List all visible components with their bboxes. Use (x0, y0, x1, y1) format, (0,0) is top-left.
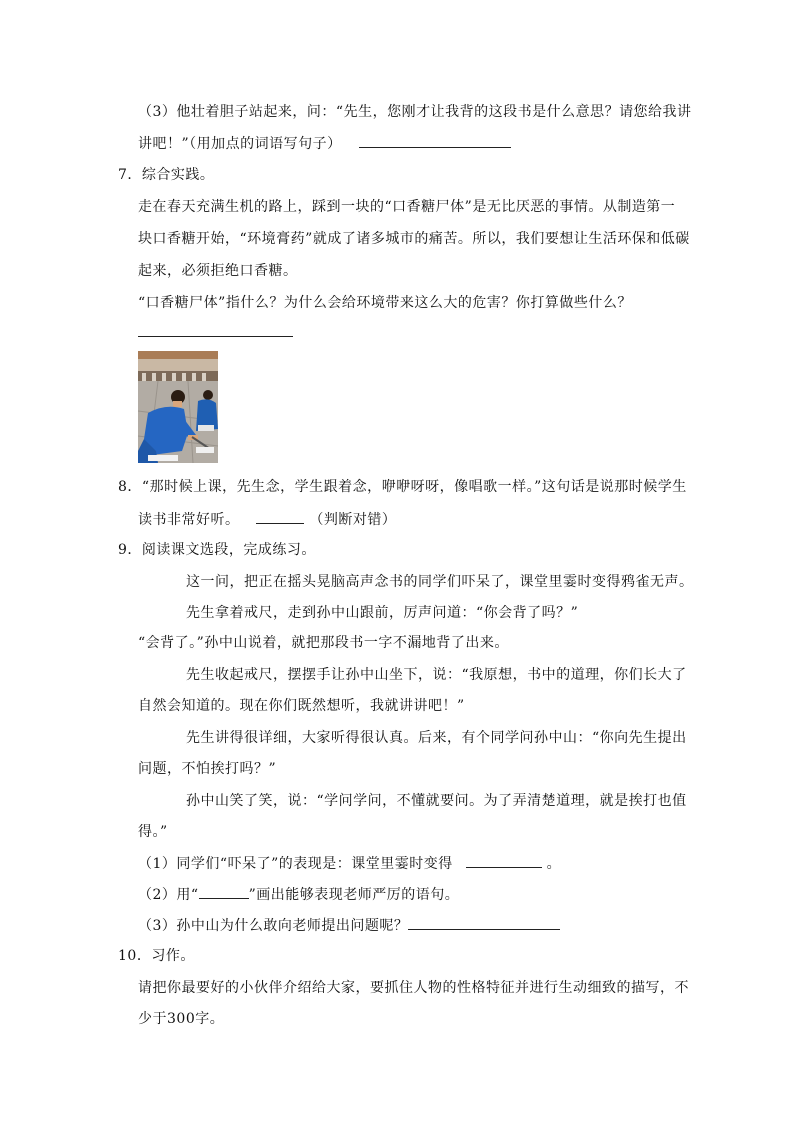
q7-answer-blank[interactable] (138, 322, 293, 337)
q9-passage-p4-line1: 先生收起戒尺，摆摆手让孙中山坐下，说：“我原想，书中的道理，你们长大了 (186, 667, 687, 683)
q9-passage-p1: 这一问，把正在摇头晃脑高声念书的同学们吓呆了，课堂里霎时变得鸦雀无声。 (186, 574, 694, 590)
q7-para-line2: 块口香糖开始，“环境膏药”就成了诸多城市的痛苦。所以，我们要想让生活环保和低碳 (138, 231, 690, 247)
q8-judgement-blank[interactable] (256, 509, 304, 524)
q9-sub1 (138, 853, 561, 874)
q8-line1: 8．“那时候上课，先生念，学生跟着念，咿咿呀呀，像唱歌一样。”这句话是说那时候学生 (118, 479, 687, 495)
q7-para-line3: 起来，必须拒绝口香糖。 (138, 263, 298, 279)
q6-sub3-line1: （3）他壮着胆子站起来，问：“先生，您刚才让我背的这段书是什么意思？请您给我讲 (138, 104, 692, 120)
q9-passage-p6-line1: 孙中山笑了笑，说：“学问学问，不懂就要问。为了弄清楚道理，就是挨打也值 (186, 793, 687, 809)
q7-title: 7．综合实践。 (118, 167, 215, 183)
q9-sub3-blank[interactable] (408, 915, 560, 930)
q9-title: 9．阅读课文选段，完成练习。 (118, 542, 316, 558)
q7-answer-line[interactable] (138, 322, 293, 343)
q9-sub1-blank[interactable] (466, 853, 542, 868)
q9-sub2-text-a: （2）用“ (138, 887, 199, 903)
q10-title: 10．习作。 (118, 948, 195, 964)
q9-sub2-text-b: ”画出能够表现老师严厉的语句。 (248, 887, 460, 903)
q7-para-line1: 走在春天充满生机的路上，踩到一块的“口香糖尸体”是无比厌恶的事情。从制造第一 (138, 199, 676, 215)
q9-sub1-period: 。 (546, 856, 562, 872)
q9-passage-p2: 先生拿着戒尺，走到孙中山跟前，厉声问道：“你会背了吗？” (186, 605, 579, 621)
q9-passage-p5-line1: 先生讲得很详细，大家听得很认真。后来，有个同学问孙中山：“你向先生提出 (186, 730, 687, 746)
q8-line2-suffix: （判断对错） (309, 512, 397, 528)
q6-sub3-line2 (138, 133, 511, 154)
q8-line2 (138, 509, 396, 530)
workers-cleaning-gum-photo (138, 351, 218, 463)
q10-line1: 请把你最要好的小伙伴介绍给大家，要抓住人物的性格特征并进行生动细致的描写，不 (138, 980, 689, 996)
q9-sub3 (138, 915, 560, 936)
q9-sub2 (138, 884, 459, 905)
q9-passage-p3: “会背了。”孙中山说着，就把那段书一字不漏地背了出来。 (138, 635, 509, 651)
q9-passage-p4-line2: 自然会知道的。现在你们既然想听，我就讲讲吧！” (138, 698, 465, 714)
q7-question: “口香糖尸体”指什么？为什么会给环境带来这么大的危害？你打算做些什么？ (138, 295, 632, 311)
q9-sub1-text: （1）同学们“吓呆了”的表现是：课堂里霎时变得 (138, 856, 453, 872)
q6-sub3-line2-text: 讲吧！”（用加点的词语写句子） (138, 136, 342, 152)
q6-answer-blank[interactable] (359, 133, 511, 148)
q9-sub2-underline-sample (199, 884, 249, 899)
q9-sub3-text: （3）孙中山为什么敢向老师提出问题呢？ (138, 918, 409, 934)
q9-passage-p6-line2: 得。” (138, 824, 168, 840)
q10-line2: 少于300字。 (138, 1011, 225, 1027)
q9-passage-p5-line2: 问题，不怕挨打吗？” (138, 761, 277, 777)
q8-line2-text: 读书非常好听。 (138, 512, 240, 528)
